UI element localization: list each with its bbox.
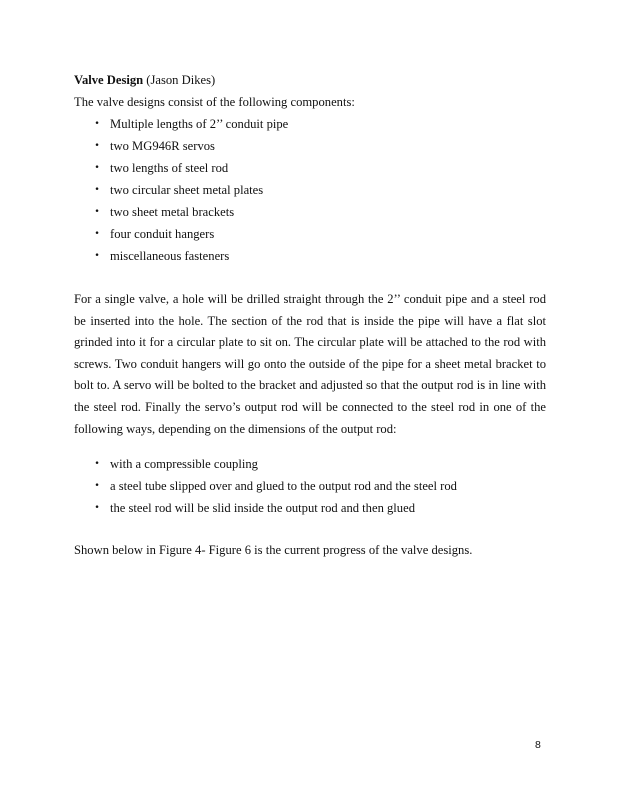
bullet-icon: • — [94, 163, 100, 173]
section-title: Valve Design — [74, 73, 144, 87]
body-paragraph: For a single valve, a hole will be drilled straight through the 2’’ conduit pipe and a steel rod be inserted into the hole. The section of the rod that is inside the pipe will have a flat slot grinded into it for a circular plate to sit on. The circular plate will be attached to the rod with screws. Two conduit hangers will go onto the outside of the pipe for a sheet metal bracket to bolt to. A servo will be bolted to the bracket and adjusted so that the output rod is in line with the steel rod. Finally the servo’s output rod will be connected to the steel rod in one of the following ways, depending on the dimensions of the output rod: — [74, 292, 546, 436]
bullet-icon: • — [94, 481, 100, 491]
connection-option: a steel tube slipped over and glued to the output rod and the steel rod — [110, 479, 457, 493]
bullet-icon: • — [94, 459, 100, 469]
component-item: two sheet metal brackets — [110, 205, 235, 219]
component-item: two circular sheet metal plates — [110, 183, 264, 197]
connection-option: with a compressible coupling — [110, 457, 258, 471]
bullet-icon: • — [94, 229, 100, 239]
bullet-icon: • — [94, 207, 100, 217]
intro-text: The valve designs consist of the following components: — [74, 95, 355, 109]
component-item: Multiple lengths of 2’’ conduit pipe — [110, 117, 289, 131]
bullet-icon: • — [94, 141, 100, 151]
bullet-icon: • — [94, 185, 100, 195]
section-author: (Jason Dikes) — [143, 73, 216, 87]
component-item: miscellaneous fasteners — [110, 249, 230, 263]
bullet-icon: • — [94, 251, 100, 261]
component-item: two lengths of steel rod — [110, 161, 229, 175]
bullet-icon: • — [94, 119, 100, 129]
section-heading — [74, 72, 215, 88]
component-item: four conduit hangers — [110, 227, 215, 241]
component-item: two MG946R servos — [110, 139, 215, 153]
page-number: 8 — [535, 739, 541, 751]
bullet-icon: • — [94, 503, 100, 513]
connection-option: the steel rod will be slid inside the output rod and then glued — [110, 501, 415, 515]
closing-text: Shown below in Figure 4- Figure 6 is the current progress of the valve designs. — [74, 543, 473, 557]
